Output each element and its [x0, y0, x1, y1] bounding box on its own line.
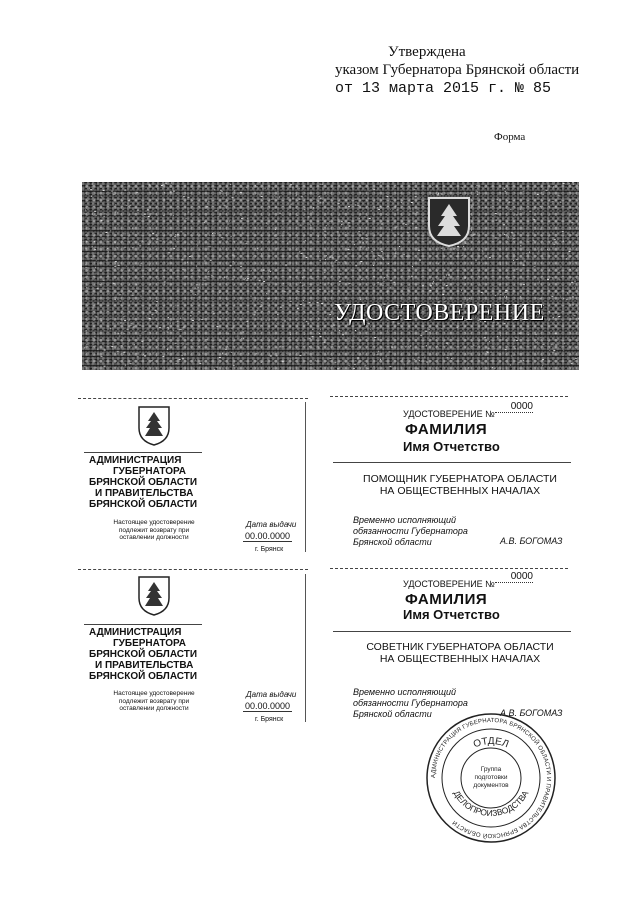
return-notice-line: подлежит возврату при	[118, 697, 190, 705]
divider	[333, 462, 571, 463]
cut-line	[330, 396, 568, 397]
city-label: г. Брянск	[255, 546, 284, 553]
city-label: г. Брянск	[255, 716, 284, 723]
signer-name: А.В. БОГОМАЗ	[500, 536, 563, 546]
fold-line	[305, 402, 306, 552]
certificate-number: 0000	[495, 401, 533, 413]
issue-date-label: Дата выдачи	[246, 520, 297, 529]
signer-title	[353, 515, 468, 548]
official-stamp	[425, 712, 557, 844]
cover-title: УДОСТОВЕРЕНИЕ	[334, 300, 545, 326]
holder-given-names: Имя Отчетство	[403, 607, 500, 622]
cut-line	[78, 569, 308, 570]
position-line: ПОМОЩНИК ГУБЕРНАТОРА ОБЛАСТИ	[363, 473, 557, 485]
holder-given-names: Имя Отчетство	[403, 439, 500, 454]
issuer-line: И ПРАВИТЕЛЬСТВА	[95, 488, 194, 499]
stamp-center-line: подготовки	[474, 774, 508, 781]
return-notice	[104, 690, 204, 713]
issuer-line: ГУБЕРНАТОРА	[113, 638, 187, 649]
cut-line	[78, 398, 308, 399]
signer-title-line: обязанности Губернатора	[353, 698, 468, 708]
approved-heading: Утверждена	[388, 44, 466, 60]
coat-of-arms-icon	[138, 406, 170, 446]
cut-line	[330, 568, 568, 569]
signer-name: А.В. БОГОМАЗ	[500, 708, 563, 718]
issuer-line: АДМИНИСТРАЦИЯ	[89, 455, 182, 466]
issuer-line: АДМИНИСТРАЦИЯ	[89, 627, 182, 638]
issue-date-value: 00.00.0000	[245, 701, 291, 711]
return-notice-line: Настоящее удостоверение	[113, 690, 195, 697]
stamp-middle-top-text: ОТДЕЛ	[472, 735, 511, 751]
stamp-outer-text: АДМИНИСТРАЦИЯ ГУБЕРНАТОРА БРЯНСКОЙ ОБЛАСТИ И ПРАВИТЕЛЬСТВА БРЯНСКОЙ ОБЛАСТИ	[430, 717, 552, 839]
issuer-name	[89, 455, 197, 510]
divider	[333, 631, 571, 632]
coat-of-arms-icon	[427, 196, 471, 248]
divider	[84, 624, 202, 625]
stamp-middle-bottom-text: ДЕЛОПРОИЗВОДСТВА	[451, 788, 531, 819]
form-label: Форма	[494, 131, 526, 143]
position-line: СОВЕТНИК ГУБЕРНАТОРА ОБЛАСТИ	[366, 641, 554, 653]
signer-title-line: обязанности Губернатора	[353, 526, 468, 536]
issuer-line: И ПРАВИТЕЛЬСТВА	[95, 660, 194, 671]
position-line: НА ОБЩЕСТВЕННЫХ НАЧАЛАХ	[379, 653, 541, 665]
holder-surname: ФАМИЛИЯ	[405, 421, 488, 438]
fold-line	[305, 574, 306, 722]
return-notice-line: оставлении должности	[119, 705, 189, 712]
certificate-number-label: УДОСТОВЕРЕНИЕ №	[403, 409, 495, 419]
signer-title-line: Временно исполняющий	[353, 687, 457, 697]
svg-text:ДЕЛОПРОИЗВОДСТВА	[452, 788, 531, 818]
signer-title-line: Брянской области	[353, 537, 432, 547]
return-notice-line: подлежит возврату при	[118, 526, 190, 534]
divider	[84, 452, 202, 453]
return-notice-line: оставлении должности	[119, 534, 189, 541]
issue-date-value: 00.00.0000	[245, 531, 291, 541]
holder-surname: ФАМИЛИЯ	[405, 591, 488, 608]
holder-position	[345, 473, 575, 497]
signer-title-line: Временно исполняющий	[353, 515, 457, 525]
signer-title-line: Брянской области	[353, 709, 432, 719]
decree-date-line: от 13 марта 2015 г. № 85	[335, 80, 552, 97]
return-notice-line: Настоящее удостоверение	[113, 519, 195, 526]
return-notice	[104, 519, 204, 542]
stamp-center-line: Группа	[480, 766, 502, 773]
position-line: НА ОБЩЕСТВЕННЫХ НАЧАЛАХ	[379, 485, 541, 497]
decree-line: указом Губернатора Брянской области	[335, 62, 580, 78]
issuer-line: ГУБЕРНАТОРА	[113, 466, 187, 477]
issuer-line: БРЯНСКОЙ ОБЛАСТИ	[89, 499, 198, 510]
coat-of-arms-icon	[138, 576, 170, 616]
issuer-line: БРЯНСКОЙ ОБЛАСТИ	[89, 671, 198, 682]
issuer-name	[89, 627, 197, 682]
stamp-center-line: документов	[473, 782, 509, 789]
holder-position	[345, 641, 575, 665]
issue-date-label: Дата выдачи	[246, 690, 297, 699]
certificate-number-label: УДОСТОВЕРЕНИЕ №	[403, 579, 495, 589]
cover-texture	[82, 182, 579, 370]
certificate-cover	[82, 182, 579, 370]
issuer-line: БРЯНСКОЙ ОБЛАСТИ	[89, 477, 198, 488]
certificate-number: 0000	[495, 571, 533, 583]
issuer-line: БРЯНСКОЙ ОБЛАСТИ	[89, 649, 198, 660]
